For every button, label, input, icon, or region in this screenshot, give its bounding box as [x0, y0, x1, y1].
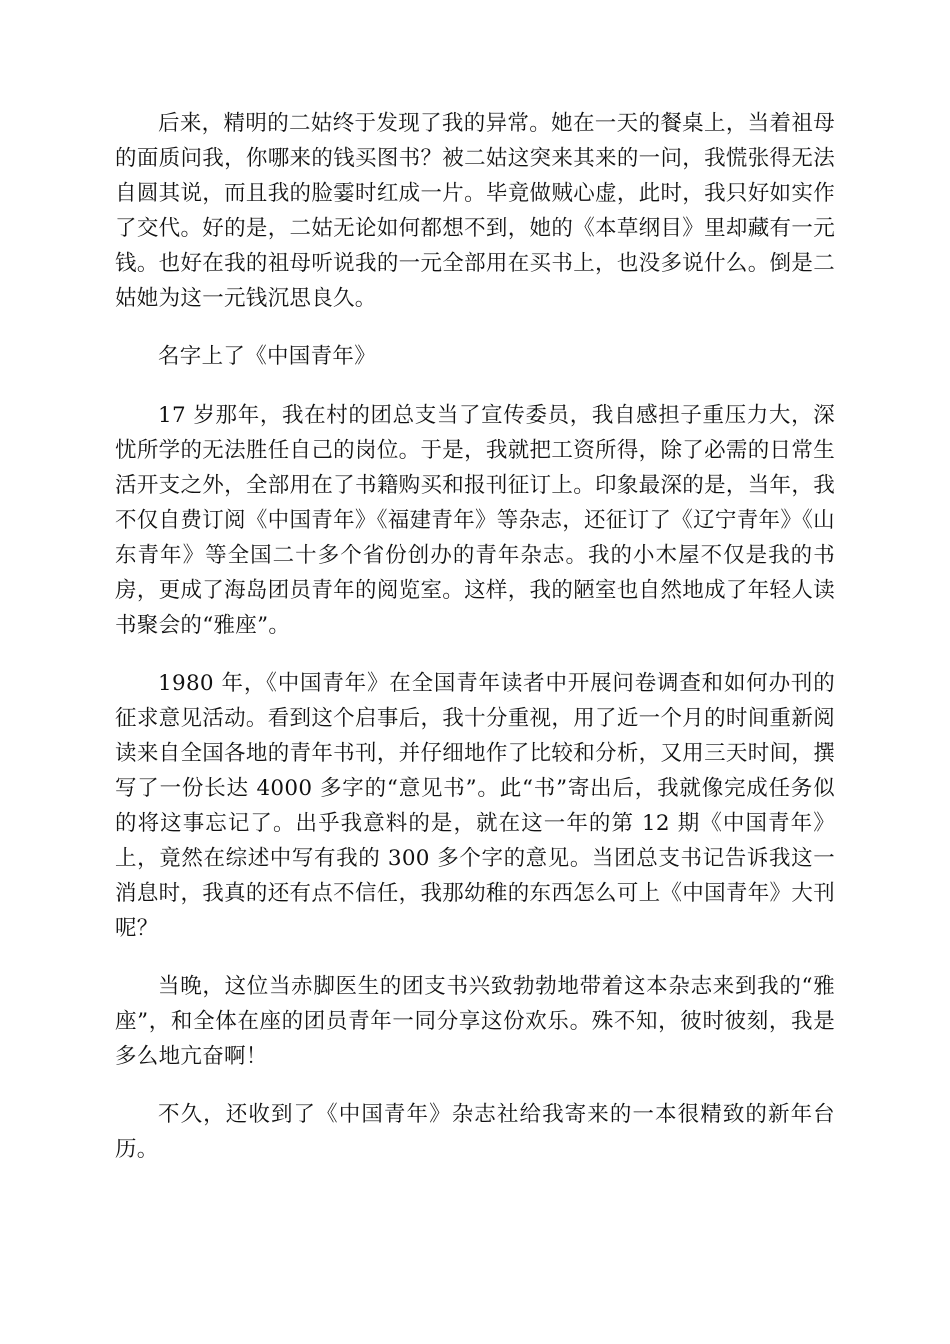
- article-body: [115, 106, 835, 1190]
- section-heading: 名字上了《中国青年》: [158, 344, 377, 369]
- paragraph-propaganda-committee: 17 岁那年，我在村的团总支当了宣传委员，我自感担子重压力大，深忧所学的无法胜任自己的岗位。于是，我就把工资所得，除了必需的日常生活开支之外，全部用在了书籍购买和报刊征订上。印象最深的是，当年，我不仅自费订阅《中国青年》《福建青年》等杂志，还征订了《辽宁青年》《山东青年》等全国二十多个省份创办的青年杂志。我的小木屋不仅是我的书房，更成了海岛团员青年的阅览室。这样，我的陋室也自然地成了年轻人读书聚会的“雅座”。: [115, 403, 835, 638]
- paragraph-calendar: 不久，还收到了《中国青年》杂志社给我寄来的一本很精致的新年台历。: [115, 1102, 835, 1162]
- paragraph-survey-1980: 1980 年，《中国青年》在全国青年读者中开展问卷调查和如何办刊的征求意见活动。看到这个启事后，我十分重视，用了近一个月的时间重新阅读来自全国各地的青年书刊，并仔细地作了比较和分析，又用三天时间，撰写了一份长达 4000 多字的“意见书”。此“书”寄出后，我就像完成任务似的将这事忘记了。出乎我意料的是，就在这一年的第 12 期《中国青年》上，竟然在综述中写有我的 300 多个字的意见。当团总支书记告诉我这一消息时，我真的还有点不信任，我那幼稚的东西怎么可上《中国青年》大刊呢？: [115, 671, 835, 941]
- paragraph-that-night: 当晚，这位当赤脚医生的团支书兴致勃勃地带着这本杂志来到我的“雅座”，和全体在座的团员青年一同分享这份欢乐。殊不知，彼时彼刻，我是多么地亢奋啊！: [115, 974, 835, 1069]
- paragraph-aunt-discovery: 后来，精明的二姑终于发现了我的异常。她在一天的餐桌上，当着祖母的面质问我，你哪来的钱买图书？被二姑这突来其来的一问，我慌张得无法自圆其说，而且我的脸霎时红成一片。毕竟做贼心虚，此时，我只好如实作了交代。好的是，二姑无论如何都想不到，她的《本草纲目》里却藏有一元钱。也好在我的祖母听说我的一元全部用在买书上，也没多说什么。倒是二姑她为这一元钱沉思良久。: [115, 111, 835, 311]
